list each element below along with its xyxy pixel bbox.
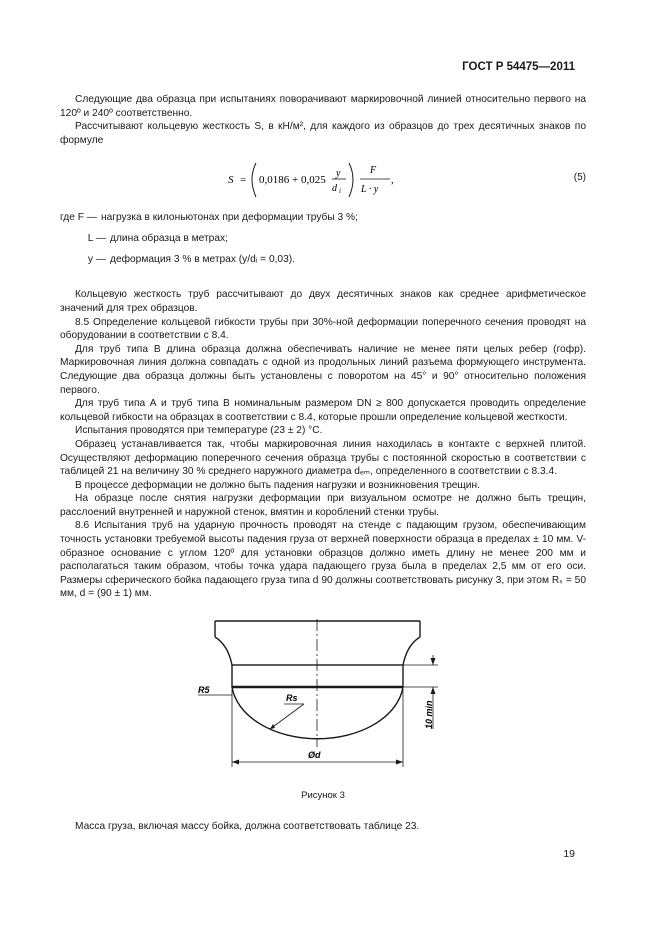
definition-text: нагрузка в килоньютонах при деформации трубы 3 %; <box>100 212 358 224</box>
definition-row <box>60 211 586 232</box>
paragraph: Кольцевую жесткость труб рассчитывают до двух десятичных знаков как среднее арифметическое значений для трех образцов. <box>60 289 586 314</box>
definition-symbol: L — <box>87 233 106 245</box>
figure-3 <box>60 617 586 827</box>
label-diameter: Ød <box>308 750 321 761</box>
definition-text: деформация 3 % в метрах (y/dᵢ = 0,03). <box>110 254 295 266</box>
paragraph: Масса груза, включая массу бойка, должна соответствовать таблице 23. <box>75 821 420 832</box>
formula-5 <box>60 147 586 205</box>
label-10-min: 10 min <box>424 700 434 730</box>
svg-text:S: S <box>228 174 234 187</box>
paragraph: Для труб типа В длина образца должна обеспечивать наличие не менее пяти целых ребер (гофр). Маркировочная линия должна совпадать с одной из продольных линий разъема формующего инструмента. Следующие два образца должны быть установлены с поворотом на 45° и 90° относительно положения первого. <box>60 343 586 396</box>
page-number: 19 <box>563 848 575 860</box>
svg-text:,: , <box>391 174 394 187</box>
definition-row <box>60 253 586 274</box>
label-rs: Rs <box>286 693 298 704</box>
definition-row <box>60 232 586 253</box>
definitions-list <box>60 211 586 274</box>
definition-symbol: где F — <box>60 212 97 224</box>
paragraph: Рассчитывают кольцевую жесткость S, в кН/м², для каждого из образцов до трех десятичных знаков по формуле <box>60 121 586 146</box>
page-body <box>60 93 586 827</box>
definition-symbol: y — <box>87 254 106 266</box>
paragraph: 8.6 Испытания труб на ударную прочность проводят на стенде с падающим грузом, обеспечивающим точность установки требуемой высоты падения груза от верхней поверхности образца в пределах ± 10 мм. V-образное основание с углом 120º для установки образцов должно иметь длину не менее 200 мм и располагаться таким образом, чтобы точка удара падающего груза была в пределах 2,5 мм от его оси. Размеры сферического бойка падающего груза типа d 90 должны соответствовать рисунку 3, при этом Rₛ = 50 мм, d = (90 ± 1) мм. <box>60 520 586 600</box>
svg-text:=: = <box>240 174 247 187</box>
striker-drawing <box>60 617 586 802</box>
svg-text:d: d <box>332 183 337 195</box>
svg-text:0,0186 + 0,025: 0,0186 + 0,025 <box>259 174 326 187</box>
formula-graphic <box>228 157 428 201</box>
paragraph: Образец устанавливается так, чтобы маркировочная линия находилась в контакте с верхней плитой. Осуществляют деформацию поперечного сечения образца трубы с постоянной скоростью в соответствии с таблицей 21 на величину 30 % среднего наружного диаметра dₑₘ, определенного в соответствии с 8.3.4. <box>60 438 586 478</box>
svg-text:F: F <box>370 165 377 177</box>
document-header: ГОСТ Р 54475—2011 <box>462 61 575 73</box>
svg-text:L · y: L · y <box>361 184 379 196</box>
paragraph: 8.5 Определение кольцевой гибкости трубы при 30%-ной деформации поперечного сечения проводят на оборудовании в соответствии с 8.4. <box>60 316 586 342</box>
svg-text:y: y <box>336 168 341 180</box>
definition-text: длина образца в метрах; <box>110 233 228 245</box>
label-r5: R5 <box>198 685 210 696</box>
closing-paragraph-block <box>60 820 586 834</box>
svg-text:i: i <box>339 187 341 196</box>
paragraph: В процессе деформации не должно быть падения нагрузки и возникновения трещин. <box>75 479 480 491</box>
paragraph: На образце после снятия нагрузки деформации при визуальном осмотре не должно быть трещин, расслоений внутренней и наружной стенок, вмятин и короблений стенки трубы. <box>60 493 586 518</box>
paragraph: Следующие два образца при испытаниях поворачивают маркировочной линией относительно первого на 120º и 240º соответственно. <box>60 94 586 119</box>
figure-caption: Рисунок 3 <box>301 790 345 802</box>
paragraph: Для труб типа А и труб типа В номинальным размером DN ≥ 800 допускается проводить определение кольцевой гибкости на образцах в соответствии с 8.4, которые прошли определение кольцевой жесткости. <box>60 398 586 423</box>
paragraph: Испытания проводятся при температуре (23 ± 2) °С. <box>75 425 323 437</box>
formula-number: (5) <box>573 172 586 184</box>
